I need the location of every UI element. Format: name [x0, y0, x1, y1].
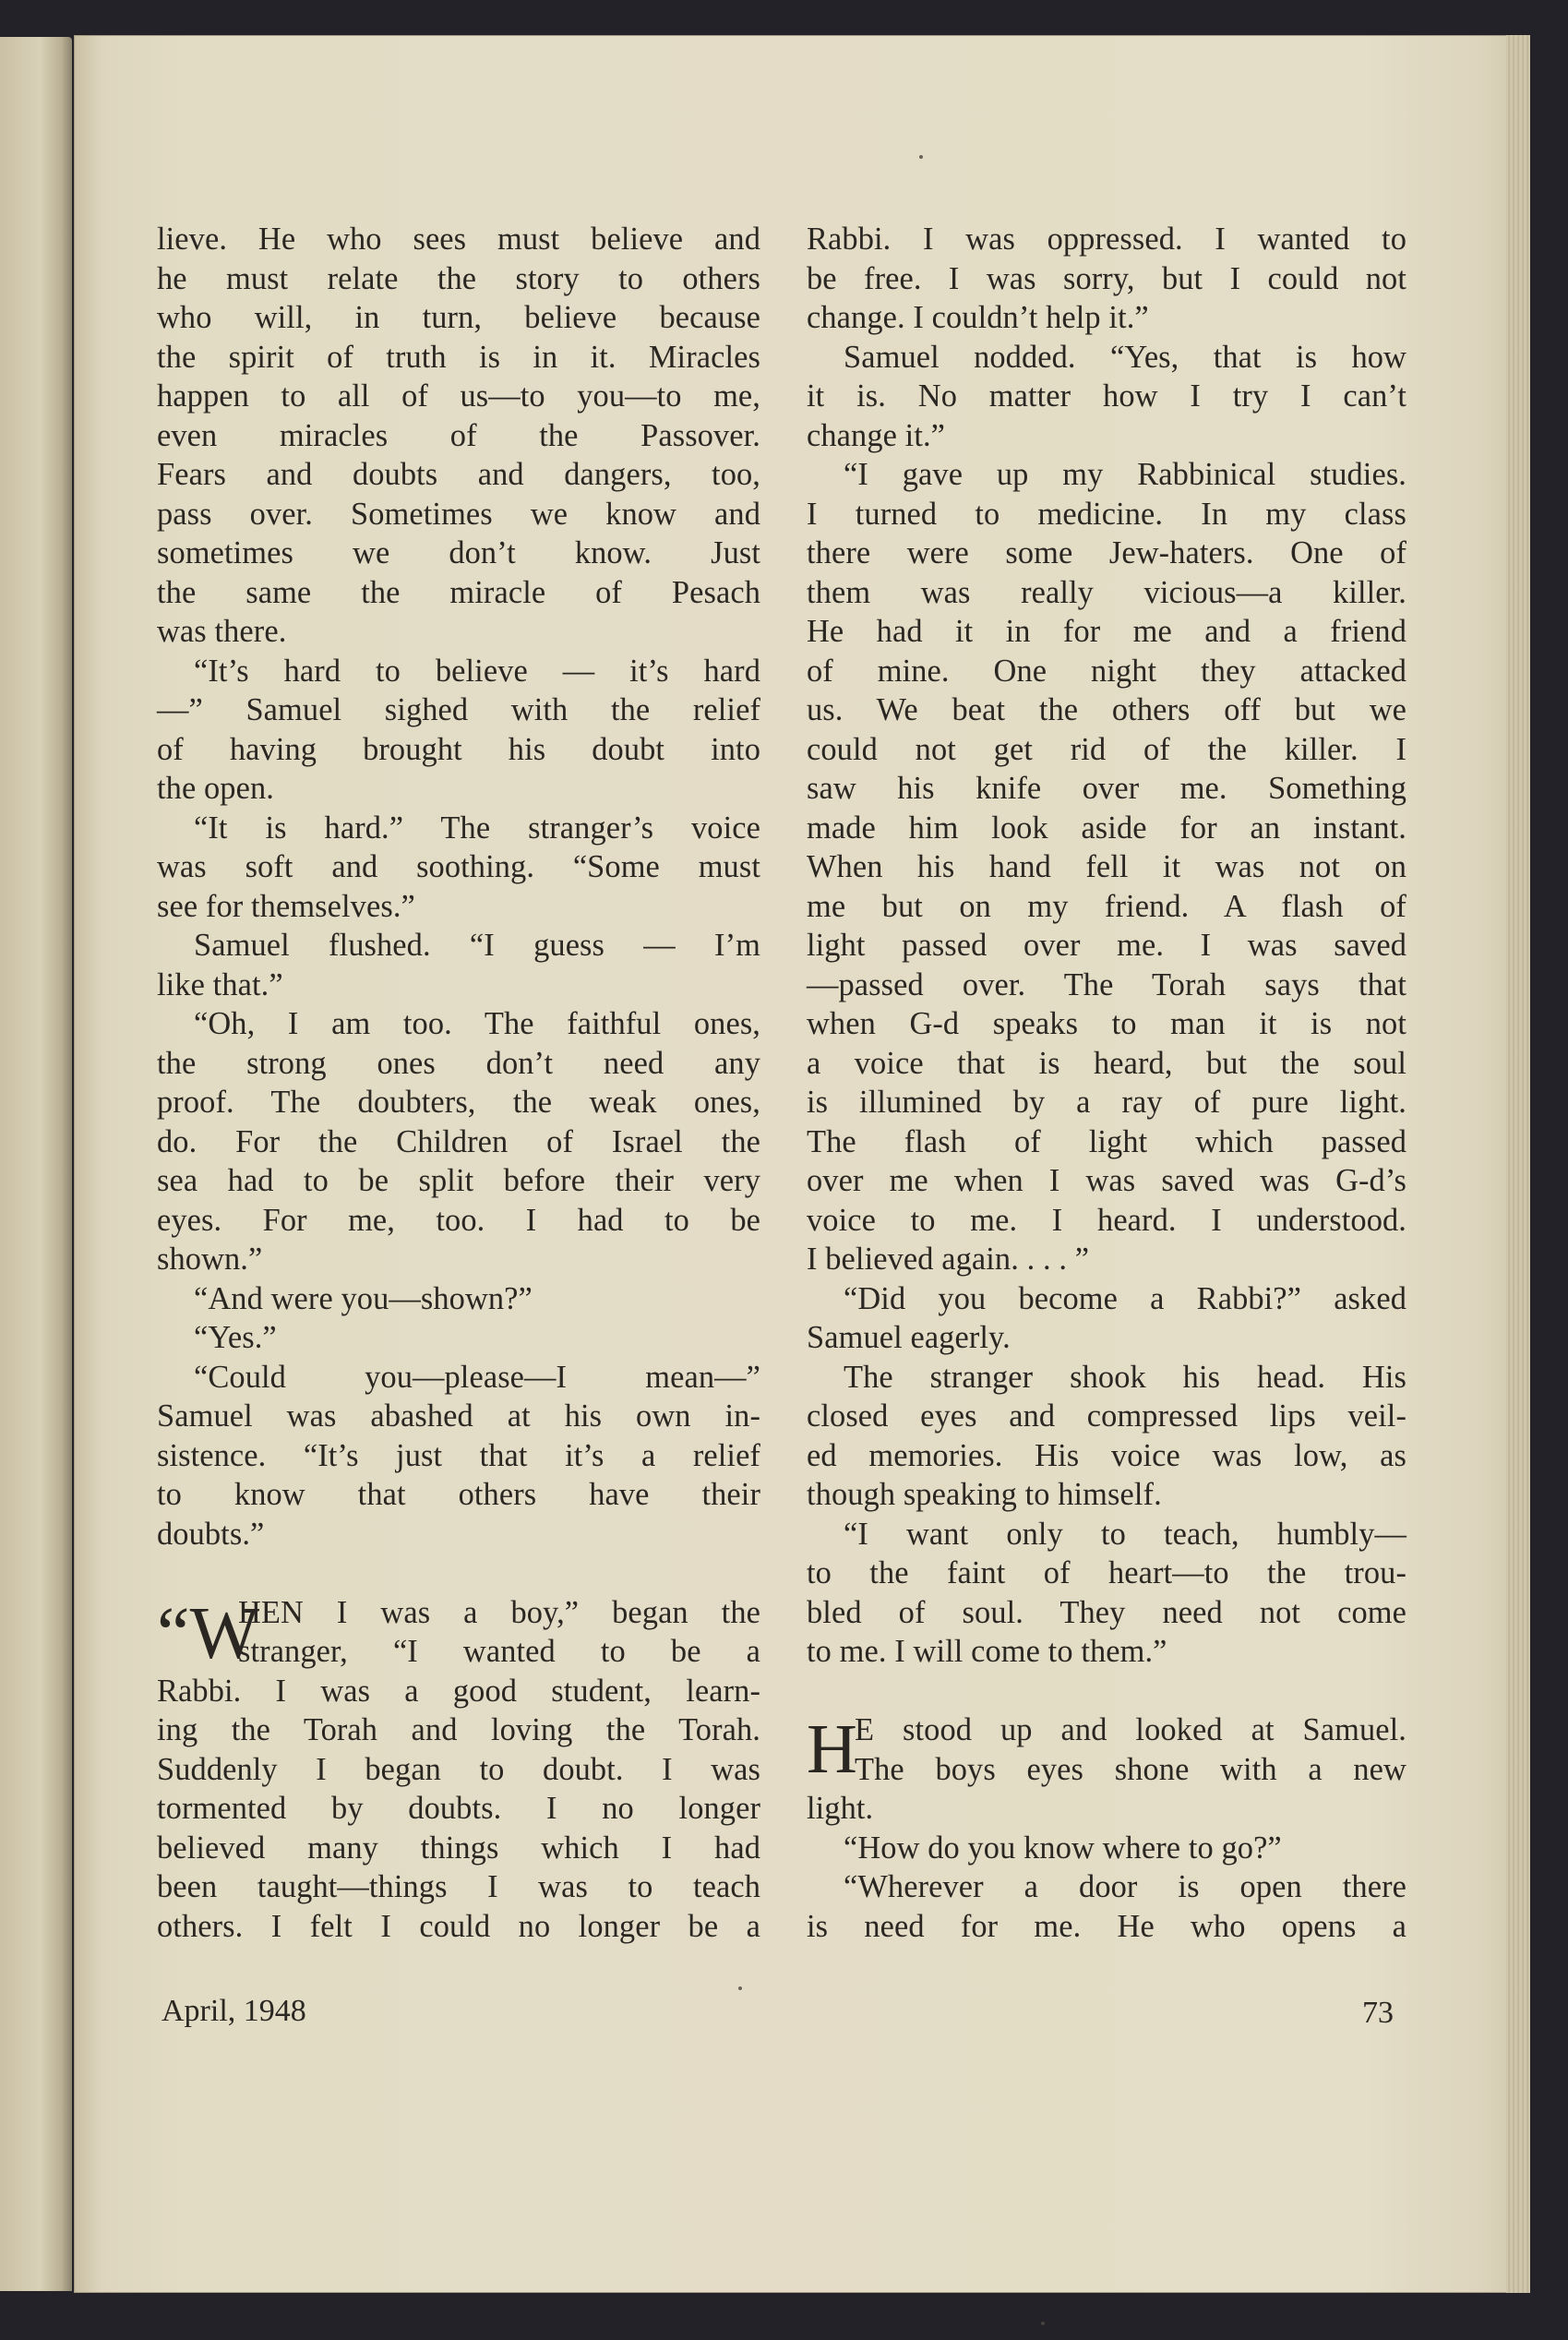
body-line: of having brought his doubt into [157, 731, 760, 767]
body-line: to me. I will come to them.” [807, 1634, 1167, 1669]
page-number: 73 [1362, 1996, 1394, 2030]
body-line: who will, in turn, believe because [157, 300, 760, 335]
body-line: do. For the Children of Israel the [157, 1123, 760, 1159]
body-line: to the faint of heart—to the trou- [807, 1555, 1406, 1590]
body-line: sometimes we don’t know. Just [157, 535, 760, 570]
body-line: us. We beat the others off but we [807, 692, 1406, 727]
drop-cap: “W [157, 1592, 260, 1674]
body-line: eyes. For me, too. I had to be [157, 1202, 760, 1238]
body-line: sistence. “It’s just that it’s a relief [157, 1437, 760, 1473]
body-line: change. I couldn’t help it.” [807, 300, 1149, 335]
body-line: over me when I was saved was G-d’s [807, 1163, 1406, 1198]
left-page-edge [0, 37, 72, 2291]
body-line: HEN I was a boy,” began the [238, 1594, 760, 1630]
body-line: “I gave up my Rabbinical studies. [844, 457, 1406, 492]
body-line: I believed again. . . . ” [807, 1242, 1090, 1277]
body-line: When his hand fell it was not on [807, 849, 1406, 884]
body-line: could not get rid of the killer. I [807, 731, 1406, 767]
body-line: happen to all of us—to you—to me, [157, 378, 760, 414]
body-line: shown.” [157, 1242, 263, 1277]
body-line: “Wherever a door is open there [844, 1869, 1406, 1904]
body-line: doubts.” [157, 1516, 265, 1552]
body-line: voice to me. I heard. I understood. [807, 1202, 1406, 1238]
body-line: is illumined by a ray of pure light. [807, 1085, 1406, 1120]
body-line: —” Samuel sighed with the relief [157, 692, 760, 727]
body-line: there were some Jew-haters. One of [807, 535, 1406, 570]
body-line: Samuel was abashed at his own in- [157, 1398, 760, 1434]
body-line: —passed over. The Torah says that [807, 966, 1406, 1002]
body-line: The flash of light which passed [807, 1123, 1406, 1159]
body-line: “Yes.” [194, 1320, 277, 1355]
body-line: light passed over me. I was saved [807, 928, 1406, 963]
body-line: The boys eyes shone with a new [855, 1751, 1406, 1787]
body-line: ed memories. His voice was low, as [807, 1437, 1406, 1473]
body-line: “Could you—please—I mean—” [194, 1359, 760, 1395]
body-line: stranger, “I wanted to be a [238, 1634, 760, 1669]
body-line: pass over. Sometimes we know and [157, 496, 760, 532]
body-line: tormented by doubts. I no longer [157, 1791, 760, 1826]
body-line: to know that others have their [157, 1477, 760, 1512]
body-line: though speaking to himself. [807, 1477, 1162, 1512]
drop-cap: H [807, 1710, 857, 1788]
body-line: ing the Torah and loving the Torah. [157, 1712, 760, 1747]
body-line: like that.” [157, 966, 283, 1002]
body-line: believed many things which I had [157, 1830, 760, 1866]
body-line: it is. No matter how I try I can’t [807, 378, 1406, 414]
body-line: made him look aside for an instant. [807, 810, 1406, 846]
body-line: The stranger shook his head. His [844, 1359, 1406, 1395]
body-line: the open. [157, 771, 274, 806]
body-line: a voice that is heard, but the soul [807, 1045, 1406, 1081]
body-line: me but on my friend. A flash of [807, 888, 1406, 924]
section-opening [807, 1710, 1406, 1789]
body-line: was there. [157, 614, 287, 649]
body-line: “Did you become a Rabbi?” asked [844, 1280, 1406, 1316]
body-line: others. I felt I could no longer be a [157, 1908, 760, 1944]
body-line: bled of soul. They need not come [807, 1594, 1406, 1630]
body-line: when G-d speaks to man it is not [807, 1006, 1406, 1041]
body-line: I turned to medicine. In my class [807, 496, 1406, 532]
body-line: the strong ones don’t need any [157, 1045, 760, 1081]
body-line: Samuel eagerly. [807, 1320, 1011, 1355]
section-gap [157, 1554, 760, 1593]
body-line: sea had to be split before their very [157, 1163, 760, 1198]
body-line: been taught—things I was to teach [157, 1869, 760, 1904]
body-line: E stood up and looked at Samuel. [855, 1712, 1406, 1747]
left-column [157, 220, 760, 1946]
body-line: Samuel flushed. “I guess — I’m [194, 928, 760, 963]
body-line: the spirit of truth is in it. Miracles [157, 339, 760, 375]
body-line: light. [807, 1791, 874, 1826]
paper-speck [1041, 2322, 1045, 2325]
body-line: Fears and doubts and dangers, too, [157, 457, 760, 492]
body-line: was soft and soothing. “Some must [157, 849, 760, 884]
body-line: proof. The doubters, the weak ones, [157, 1085, 760, 1120]
body-line: “Oh, I am too. The faithful ones, [194, 1006, 760, 1041]
body-line: “It’s hard to believe — it’s hard [194, 653, 760, 689]
page-stack-edge [1506, 35, 1530, 2293]
body-line: them was really vicious—a killer. [807, 574, 1406, 610]
body-line: the same the miracle of Pesach [157, 574, 760, 610]
body-line: change it.” [807, 417, 946, 453]
paper-speck [919, 155, 923, 159]
body-line: “And were you—shown?” [194, 1280, 533, 1316]
body-line: He had it in for me and a friend [807, 614, 1406, 649]
body-line: “How do you know where to go?” [844, 1830, 1282, 1866]
body-line: Suddenly I began to doubt. I was [157, 1751, 760, 1787]
section-opening [157, 1593, 760, 1672]
body-line: even miracles of the Passover. [157, 417, 760, 453]
body-line: “I want only to teach, humbly— [844, 1516, 1406, 1552]
body-line: of mine. One night they attacked [807, 653, 1406, 689]
body-line: is need for me. He who opens a [807, 1908, 1406, 1944]
paper-speck [738, 1986, 742, 1990]
body-line: see for themselves.” [157, 888, 415, 924]
body-line: closed eyes and compressed lips veil- [807, 1398, 1406, 1434]
body-line: lieve. He who sees must believe and [157, 222, 760, 257]
issue-date: April, 1948 [162, 1994, 306, 2028]
body-line: Samuel nodded. “Yes, that is how [844, 339, 1406, 375]
body-line: “It is hard.” The stranger’s voice [194, 810, 760, 846]
body-line: saw his knife over me. Something [807, 771, 1406, 806]
section-gap [807, 1672, 1406, 1711]
body-line: Rabbi. I was oppressed. I wanted to [807, 222, 1406, 257]
body-line: Rabbi. I was a good student, learn- [157, 1673, 760, 1709]
body-line: be free. I was sorry, but I could not [807, 260, 1406, 296]
body-line: he must relate the story to others [157, 260, 760, 296]
right-column [807, 220, 1406, 1946]
